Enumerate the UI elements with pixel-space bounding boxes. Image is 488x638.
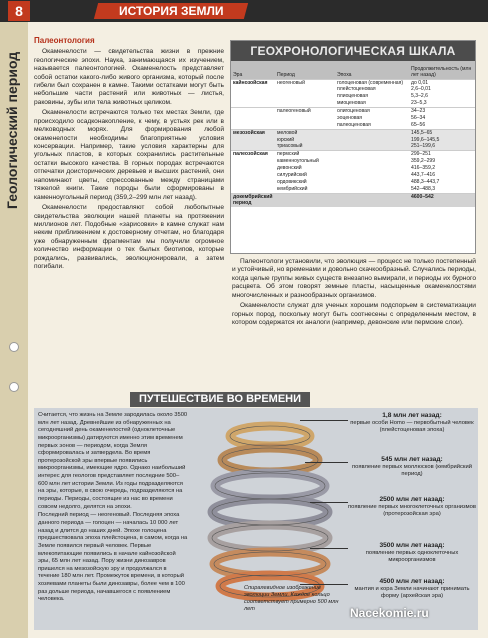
geo-cell-period: меловой юрский триасовый [275,129,335,151]
evolution-column [232,258,476,330]
callout-date: 545 млн лет назад: [381,456,443,463]
side-strip [0,22,28,638]
geo-row [231,151,475,193]
geochronological-table [230,40,476,254]
paragraph: Палеонтологи установили, что эволюция — процесс не только постепенный и устойчивый, но временами и довольно скачкообразный. Случались периоды, когда целые группы живых существ внезапно вымирали, и периоды их бурного расцвета. Об этом говорят земные пласты, насыщенные окаменелостями многочисленных и разнообразных организмов. [232,258,476,299]
geo-cell-era: палеозойская [231,151,275,193]
geo-table-title: ГЕОХРОНОЛОГИЧЕСКАЯ ШКАЛА [231,41,475,61]
geo-row [231,79,475,108]
callout-date: 1,8 млн лет назад: [382,412,442,419]
paragraph: Окаменелости — свидетельства жизни в прежние геологические эпохи. Наука, занимающаяся их изучением, называется палеонтологией. Окаменелость представляет собой остатки какого-либо живого организма, который после гибели был сохранен в камне. Такими остатками могут быть небольшие части растений или животных — листья, раковины, зубы или тела животных целиком. [34,48,224,106]
geo-row [231,129,475,151]
geo-cell-period: палеогеновый [275,108,335,130]
col-header-duration: Продолжительность (млн лет назад) [409,61,475,79]
geo-cell-duration: 4600–542 [409,193,475,207]
paleontology-column [34,36,224,274]
leader-line [300,584,348,585]
leader-line [310,502,348,503]
geo-cell-era: кайнозойская [231,79,275,108]
callout-item [346,496,478,519]
binder-hole [9,382,19,392]
callout-text: мантия и кора Земли начинают принимать форму (архейская эра) [354,586,470,600]
leader-line [310,548,348,549]
geo-cell-era [231,108,275,130]
geo-cell-period [275,193,335,207]
callout-item [346,578,478,601]
series-title-text: ИСТОРИЯ ЗЕМЛИ [118,4,224,18]
geo-cell-epoch [335,193,409,207]
leader-line [305,462,348,463]
leader-line [300,420,348,421]
callout-item [346,456,478,479]
geo-cell-epoch [335,129,409,151]
callout-item [346,412,478,435]
geo-cell-epoch: голоценовая (современная) плейстоценовая плиоценовая миоценовая [335,79,409,108]
col-header-period: Период [275,61,335,79]
time-travel-text [38,412,188,605]
callout-text: появление первых многоклеточных организмов (протерозойская эра) [348,504,476,518]
geo-row [231,193,475,207]
col-header-epoch: Эпоха [335,61,409,79]
geo-row [231,108,475,130]
paragraph: Окаменелости предоставляют собой любопытные свидетельства эволюции нашей планеты на протяжении миллионов лет. Подобные «зарисовки» в камне служат нам неким приближением к достоверному отчетам, но благодаря уже обнаруженным фрагментам мы получили огромное количество информации о тех былых биотипов, которые рождались, развивались, эволюционировали, а затем погибали. [34,204,224,271]
geo-cell-period: пермский каменноугольный девонский силурийский ордовикский кембрийский [275,151,335,193]
geo-cell-period: неогеновый [275,79,335,108]
callout-date: 2500 млн лет назад: [379,496,445,503]
callout-item [346,542,478,565]
callout-date: 4500 млн лет назад: [379,578,445,585]
callout-date: 3500 млн лет назад: [379,542,445,549]
callout-text: первые особи Homo — первобытный человек (плейстоценовая эпоха) [350,420,474,434]
page-number: 8 [8,1,30,21]
spiral-caption: Спиралевидное изображение эволюции Земли. Каждое кольцо соответствует примерно 500 млн лет [244,585,339,612]
watermark: Nacekomie.ru [350,606,429,620]
geo-cell-era: мезозойская [231,129,275,151]
geo-scale-table [231,61,475,207]
callout-text: появление первых моллюсков (кембрийский период) [352,464,472,478]
callout-text: появление первых одноклеточных микроорганизмов [365,550,459,564]
top-bar [0,0,488,22]
geo-cell-duration: до 0,01 2,6–0,01 5,3–2,6 23–5,3 [409,79,475,108]
paragraph: Окаменелости служат для ученых хорошим подспорьем в систематизации горных пород, поскольку могут быть соотнесены с определенным местом, в котором содержатся их аналоги (например, девонские или пермские слои). [232,302,476,327]
geo-cell-epoch [335,151,409,193]
binder-hole [9,342,19,352]
time-travel-banner: ПУТЕШЕСТВИЕ ВО ВРЕМЕНИ [130,392,310,407]
geo-cell-duration: 299–251 359,2–299 416–359,2 443,7–416 488,3–443,7 542–488,3 [409,151,475,193]
section-title: Геологический период [4,52,20,210]
geo-cell-era: докембрийский период [231,193,275,207]
geo-cell-duration: 145,5–65 199,6–145,5 251–199,6 [409,129,475,151]
paragraph: Считается, что жизнь на Земле зародилась около 3500 млн лет назад. Древнейшие из обнаруженных на сегодняшний день окаменелостей (одноклеточные микроорганизмы) датируются именно этим временем первых эонов — периодом, когда Земля сформировалась и затвердела. Во время протерозойской эры впервые появились микроорганизмы, имеющие ядро. Однако наибольший интерес для геологов представляет последние 500–600 млн лет истории Земли. Из годы подразделяются на эры, которые, в свою очередь, подразделяются на периоды. Периоды, состоящие из нас во времени совсем недолго, делятся на эпохи. [38,412,188,510]
paleontology-heading: Палеонтология [34,36,95,45]
col-header-era: Эра [231,61,275,79]
paragraph: Окаменелости встречаются только тех местах Земли, где происходило осадконакопление, к чему, в устьях рек или в мелководных морях. Для формирования любой окаменелости необходимы благоприятные условия консервации. Например, такие условия характерны для угольных пластов, в которых сохранились растительные остатки высокого качества. В горных породах встречаются отпечатки доисторических деревьев и высших растений, они напоминают цветы, спрессованные между страницами тяжелой книги. Такие породы были сформированы в каменноугольный период (359,2–299 млн лет назад). [34,109,224,201]
series-title [94,3,248,19]
geo-cell-epoch: олигоценовая эоценовая палеоценовая [335,108,409,130]
paragraph: Последний период — неогеновый. Последняя эпоха данного периода — голоцен — началась 10 000 лет назад и длится до наших дней. Эпохе голоцена предшествовала эпоха плейстоцена, в самом, когда на Земле появился первый человек. Первые млекопитающие появились в начале кайнозойской эры, 65 млн лет назад. Пору жизни динозавров пришелся на мезозойскую эру и продолжался в течение 180 млн лет. Промежуток времени, в который хозяевами планеты были динозавры, более чем в 100 раз дольше периода, начавшегося с появлением человека. [38,512,188,603]
geo-cell-duration: 34–23 56–34 65–56 [409,108,475,130]
